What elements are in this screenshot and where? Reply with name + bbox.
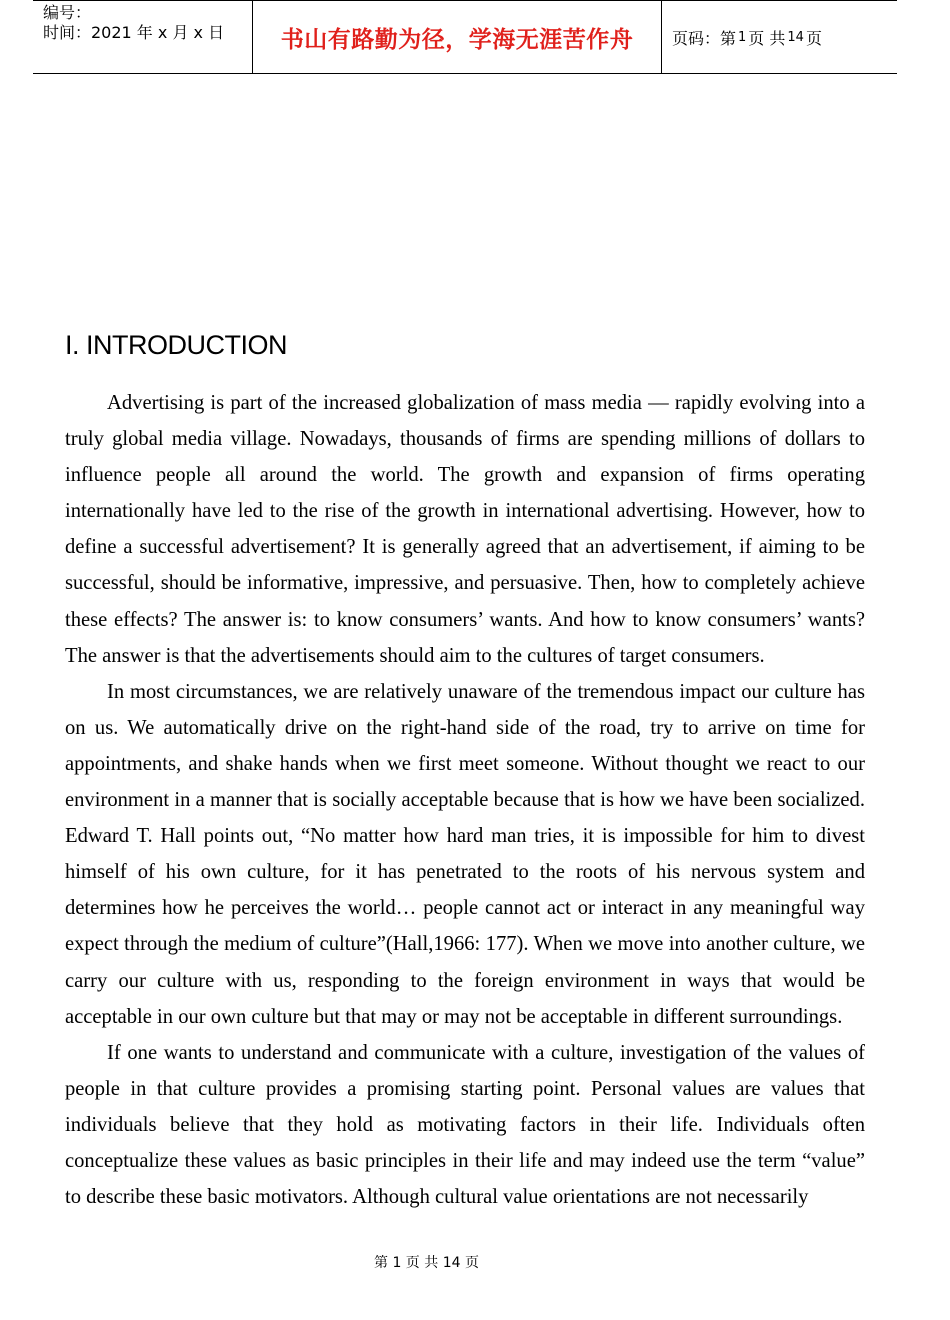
section-heading: I. INTRODUCTION: [65, 330, 287, 360]
page-footer: 第 1 页 共 14 页: [374, 1255, 479, 1271]
section-body: [65, 385, 865, 1215]
page-prefix: 页码：第: [672, 28, 737, 48]
time-label: 时间：2021 年 x 月 x 日: [43, 23, 225, 42]
paragraph: In most circumstances, we are relatively unaware of the tremendous impact our culture has on us. We automatically drive on the right-hand side of the road, try to arrive on time for appointments, and shake hands when we first meet someone. Without thought we react to our environment in a manner that is socially acceptable because that is how we have been socialized. Edward T. Hall points out, “No matter how hard man tries, it is impossible for him to divest himself of his own culture, for it has penetrated to the roots of his nervous system and determines how he perceives the world… people cannot act or interact in any meaningful way expect through the medium of culture”(Hall,1966: 177). When we move into another culture, we carry our culture with us, responding to the foreign environment in ways that would be acceptable in our own culture but that may or may not be acceptable in different surroundings.: [65, 680, 865, 1028]
header-motto: 书山有路勤为径，学海无涯苦作舟: [253, 1, 662, 73]
page-current: 1: [738, 29, 747, 45]
page-suffix: 页: [805, 28, 822, 48]
paragraph: Advertising is part of the increased globalization of mass media — rapidly evolving into a truly global media village. Nowadays, thousands of firms are spending millions of dollars to influence people all around the world. The growth and expansion of firms operating internationally have led to the rise of the growth in international advertising. However, how to define a successful advertisement? It is generally agreed that an advertisement, if aiming to be successful, should be informative, impressive, and persuasive. Then, how to completely achieve these effects? The answer is: to know consumers’ wants. And how to know consumers’ wants? The answer is that the advertisements should aim to the cultures of target consumers.: [65, 392, 865, 667]
header-page-indicator: [662, 1, 897, 73]
page-mid: 页 共: [748, 28, 786, 48]
page-total: 14: [787, 29, 804, 45]
header-meta: [33, 1, 253, 73]
page-header: [33, 0, 897, 74]
number-label: 编号：: [43, 3, 92, 22]
paragraph: If one wants to understand and communicate with a culture, investigation of the values of people in that culture provides a promising starting point. Personal values are values that individuals believe that they hold as motivating factors in their life. Individuals often conceptualize these values as basic principles in their life and may indeed use the term “value” to describe these basic motivators. Although cultural value orientations are not necessarily: [65, 1041, 865, 1209]
